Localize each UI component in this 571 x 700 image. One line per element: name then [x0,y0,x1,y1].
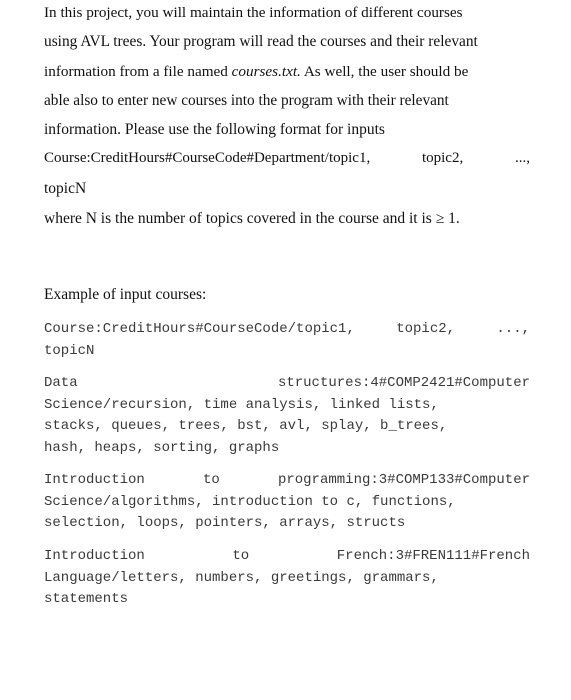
course-1-line-4: hash, heaps, sorting, graphs [44,439,280,456]
topics-note: where N is the number of topics covered in the course and it is ≥ 1. [44,210,460,227]
course-1-line-1 [44,373,530,395]
example-heading: Example of input courses: [44,286,207,303]
course-3-line-1-c: French:3#FREN111#French [336,548,530,564]
format-spec-b: topic2, [421,150,464,167]
course-2-line-1-a: Introduction [44,472,145,488]
intro-line-1: In this project, you will maintain the information of different courses [44,4,463,21]
course-2-line-1-c: programming:3#COMP133#Computer [277,472,530,488]
course-3-line-2: Language/letters, numbers, greetings, grammars, [44,569,439,586]
course-1-line-1-b: structures:4#COMP2421#Computer [277,375,530,391]
course-2-line-2: Science/algorithms, introduction to c, functions, [44,493,456,510]
course-3-line-3: statements [44,591,129,607]
course-entry-3 [44,546,530,611]
example-format-block [44,319,530,362]
example-format-a: Course:CreditHours#CourseCode/topic1, [44,321,355,337]
intro-line-5: information. Please use the following format for inputs [44,121,385,139]
format-spec-line [44,144,530,173]
example-format-line-2: topicN [44,342,95,359]
intro-line-4: able also to enter new courses into the program with their relevant [44,91,449,109]
format-spec-a: Course:CreditHours#CourseCode#Department/topic1, [44,150,371,167]
format-spec-c: ..., [514,150,530,167]
course-3-line-1 [44,546,530,568]
example-format-line-1 [44,319,530,341]
course-2-line-1-b: to [202,472,220,488]
intro-line-3-pre: information from a file named [44,62,228,80]
intro-line-3-post: As well, the user should be [303,62,469,80]
course-2-line-1 [44,470,530,492]
intro-line-3 [44,57,530,86]
course-1-line-3: stacks, queues, trees, bst, avl, splay, b_trees, [44,418,448,434]
example-format-c: ..., [496,321,530,337]
filename-text: courses.txt. [231,62,301,80]
intro-line-2: using AVL trees. Your program will read the courses and their relevant [44,33,478,51]
course-2-line-3: selection, loops, pointers, arrays, structs [44,515,406,531]
course-entry-2 [44,470,530,535]
example-format-b: topic2, [396,321,456,337]
course-1-line-1-a: Data [44,375,78,391]
course-entry-1 [44,373,530,459]
format-spec-line-2: topicN [44,179,87,197]
intro-paragraph [44,0,530,203]
course-1-line-2: Science/recursion, time analysis, linked lists, [44,396,439,413]
course-3-line-1-a: Introduction [44,548,145,564]
course-3-line-1-b: to [232,548,250,564]
